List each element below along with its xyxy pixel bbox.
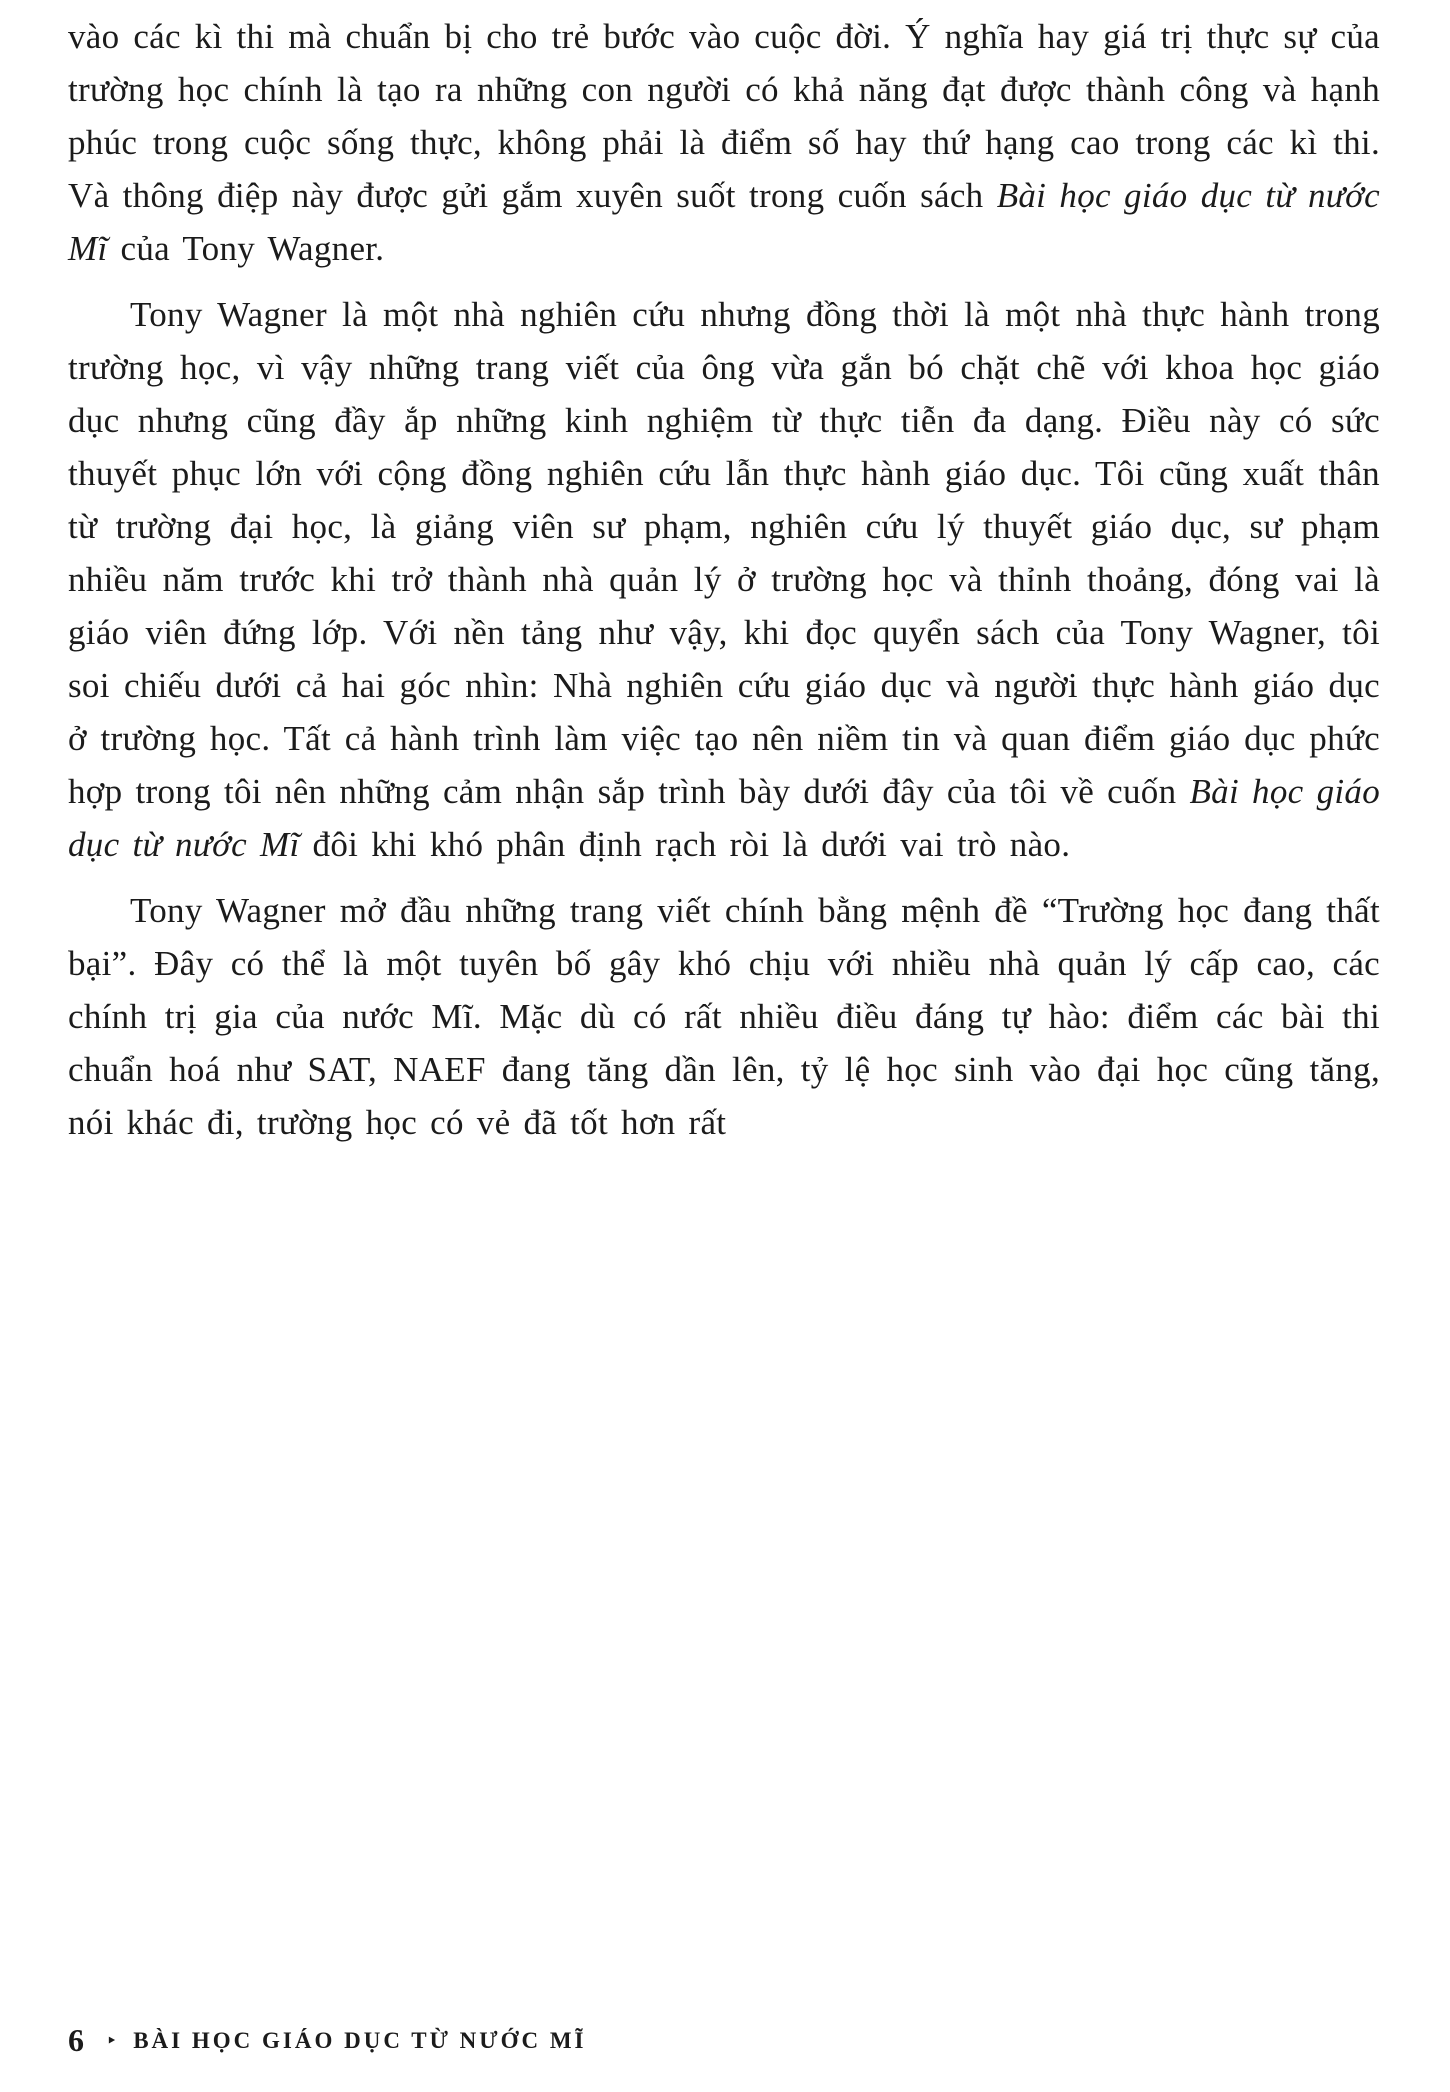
text-segment: vào các kì thi mà chuẩn bị cho trẻ bước vào cuộc đời. Ý nghĩa hay giá trị thực sự của trường học chính là tạo ra những con người có khả năng đạt được thành công và hạnh phúc trong cuộc sống thực, không phải là điểm số hay thứ hạng cao trong các kì thi. Và thông điệp này được gửi gắm xuyên suốt trong cuốn sách: [68, 17, 1380, 215]
paragraph: [68, 10, 1380, 275]
text-segment: Tony Wagner là một nhà nghiên cứu nhưng đồng thời là một nhà thực hành trong trường học, vì vậy những trang viết của ông vừa gắn bó chặt chẽ với khoa học giáo dục nhưng cũng đầy ắp những kinh nghiệm từ thực tiễn đa dạng. Điều này có sức thuyết phục lớn với cộng đồng nghiên cứu lẫn thực hành giáo dục. Tôi cũng xuất thân từ trường đại học, là giảng viên sư phạm, nghiên cứu lý thuyết giáo dục, sư phạm nhiều năm trước khi trở thành nhà quản lý ở trường học và thỉnh thoảng, đóng vai là giáo viên đứng lớp. Với nền tảng như vậy, khi đọc quyển sách của Tony Wagner, tôi soi chiếu dưới cả hai góc nhìn: Nhà nghiên cứu giáo dục và người thực hành giáo dục ở trường học. Tất cả hành trình làm việc tạo nên niềm tin và quan điểm giáo dục phức hợp trong tôi nên những cảm nhận sắp trình bày dưới đây của tôi về cuốn: [68, 295, 1380, 811]
text-segment: Tony Wagner mở đầu những trang viết chính bằng mệnh đề “Trường học đang thất bại”. Đây có thể là một tuyên bố gây khó chịu với nhiều nhà quản lý cấp cao, các chính trị gia của nước Mĩ. Mặc dù có rất nhiều điều đáng tự hào: điểm các bài thi chuẩn hoá như SAT, NAEF đang tăng dần lên, tỷ lệ học sinh vào đại học cũng tăng, nói khác đi, trường học có vẻ đã tốt hơn rất: [68, 891, 1380, 1142]
body-text: [68, 10, 1380, 1162]
book-title-italic: Bài học giáo dục từ nước Mĩ: [68, 772, 1381, 864]
text-segment: đôi khi khó phân định rạch ròi là dưới vai trò nào.: [299, 825, 1071, 864]
text-segment: của Tony Wagner.: [107, 229, 385, 268]
running-title: BÀI HỌC GIÁO DỤC TỪ NƯỚC MĨ: [133, 2027, 587, 2053]
page-number: 6: [68, 2022, 84, 2058]
triangle-bullet-icon: ‣: [106, 2030, 118, 2052]
page-footer: [68, 2024, 587, 2056]
book-title-italic: Bài học giáo dục từ nước Mĩ: [68, 176, 1380, 268]
paragraph: [68, 884, 1380, 1149]
paragraph: [68, 288, 1380, 871]
